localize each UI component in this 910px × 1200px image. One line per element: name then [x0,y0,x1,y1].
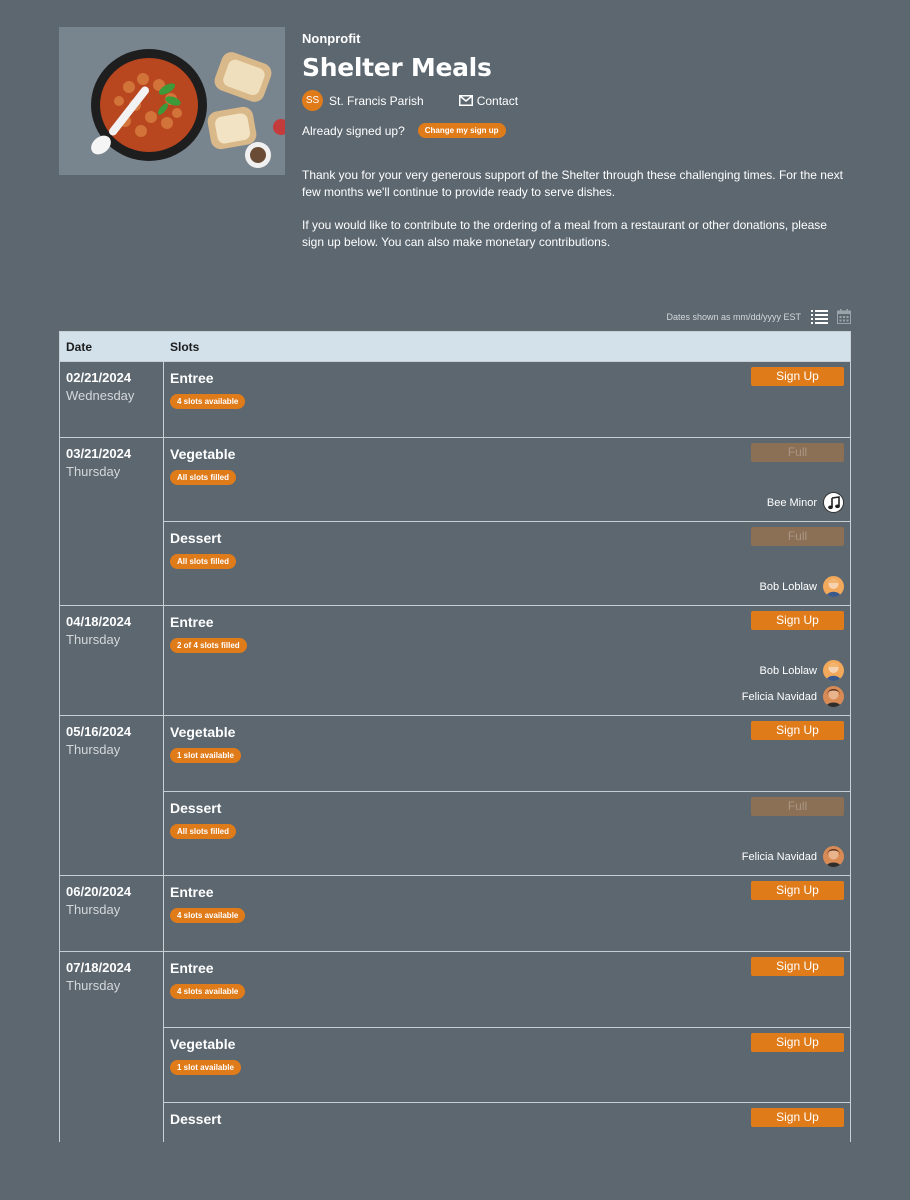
event-description [302,167,847,250]
column-header-date: Date [66,339,93,354]
description-paragraph: If you would like to contribute to the ordering of a meal from a restaurant or other donations, please sign up below. You can also make monetary contributions. [302,218,827,249]
slot-status-badge: All slots filled [170,470,236,485]
signup-table [59,331,851,1142]
organizer-avatar: SS [302,90,323,111]
column-header-slots: Slots [170,339,200,354]
full-button: Full [751,443,844,462]
slot-name: Dessert [170,1111,222,1127]
slot-item [164,1102,850,1142]
slot-name: Dessert [170,800,222,816]
felicia-avatar [823,846,844,867]
organizer-row [302,90,847,111]
food-photo-image [59,27,285,175]
full-button: Full [751,797,844,816]
slot-status-badge: 4 slots available [170,908,245,923]
slot-item [164,716,850,791]
person-name: Bob Loblaw [759,664,817,677]
sign-up-button[interactable]: Sign Up [751,881,844,900]
date-cell [60,438,164,605]
description-paragraph: Thank you for your very generous support of the Shelter through these challenging times. For the next few months we'll continue to provide ready to serve dishes. [302,168,843,199]
sign-up-button[interactable]: Sign Up [751,957,844,976]
slot-name: Entree [170,614,214,630]
person-name: Bee Minor [766,496,817,509]
bob-avatar [823,660,844,681]
date-cell [60,716,164,875]
date-text: 03/21/2024 [66,446,132,461]
envelope-icon [459,95,473,106]
slot-item [164,1027,850,1102]
signed-up-person [170,660,844,681]
event-info [302,31,847,250]
weekday-text: Thursday [66,978,121,993]
weekday-text: Thursday [66,742,121,757]
signed-up-person [170,492,844,513]
felicia-avatar [823,686,844,707]
signed-up-person [170,686,844,707]
slot-item [164,876,850,951]
slot-item [164,606,850,715]
weekday-text: Wednesday [66,388,135,403]
sign-up-button[interactable]: Sign Up [751,1033,844,1052]
slots-cell [164,606,850,715]
weekday-text: Thursday [66,464,121,479]
weekday-text: Thursday [66,902,121,917]
date-cell [60,606,164,715]
change-signup-button[interactable]: Change my sign up [418,123,506,138]
signed-up-list [170,576,844,597]
page-title: Shelter Meals [302,53,492,82]
signed-up-person [170,576,844,597]
list-view-icon[interactable] [811,309,828,324]
slot-status-badge: 1 slot available [170,748,241,763]
slots-cell [164,362,850,437]
event-image [59,27,285,175]
signed-up-row [302,123,847,138]
signed-up-person [170,846,844,867]
date-text: 02/21/2024 [66,370,132,385]
contact-label: Contact [476,93,519,108]
full-button: Full [751,527,844,546]
date-text: 07/18/2024 [66,960,132,975]
slot-name: Entree [170,370,214,386]
music-icon [823,492,844,513]
slot-name: Vegetable [170,724,236,740]
date-text: 06/20/2024 [66,884,132,899]
slot-status-badge: 4 slots available [170,984,245,999]
sign-up-button[interactable]: Sign Up [751,367,844,386]
table-header [60,332,850,361]
calendar-view-icon[interactable] [837,309,851,324]
slot-status-badge: All slots filled [170,824,236,839]
person-name: Felicia Navidad [741,690,817,703]
table-row [60,361,850,437]
table-row [60,951,850,1142]
slots-cell [164,438,850,605]
slot-item [164,791,850,875]
slot-name: Vegetable [170,446,236,462]
sign-up-button[interactable]: Sign Up [751,721,844,740]
slot-status-badge: All slots filled [170,554,236,569]
table-row [60,437,850,605]
bob-avatar [823,576,844,597]
date-cell [60,952,164,1142]
slots-cell [164,952,850,1142]
date-text: 05/16/2024 [66,724,132,739]
slot-item [164,438,850,521]
slot-name: Dessert [170,530,222,546]
slot-item [164,952,850,1027]
person-name: Bob Loblaw [759,580,817,593]
signed-up-list [170,660,844,707]
table-row [60,715,850,875]
date-cell [60,876,164,951]
slots-cell [164,876,850,951]
slot-name: Entree [170,960,214,976]
signed-up-list [170,492,844,513]
slot-item [164,521,850,605]
timezone-bar [666,309,851,324]
table-row [60,605,850,715]
slots-cell [164,716,850,875]
signed-up-text: Already signed up? [302,123,405,138]
date-text: 04/18/2024 [66,614,132,629]
signed-up-list [170,846,844,867]
organizer-name[interactable]: St. Francis Parish [329,93,424,108]
table-row [60,875,850,951]
slot-status-badge: 2 of 4 slots filled [170,638,247,653]
person-name: Felicia Navidad [741,850,817,863]
slot-name: Entree [170,884,214,900]
timezone-note: Dates shown as mm/dd/yyyy EST [666,311,801,322]
table-body [60,361,850,1142]
weekday-text: Thursday [66,632,121,647]
slot-status-badge: 1 slot available [170,1060,241,1075]
sign-up-button[interactable]: Sign Up [751,611,844,630]
sign-up-button[interactable]: Sign Up [751,1108,844,1127]
slot-item [164,362,850,437]
contact-link[interactable] [459,94,518,108]
slot-status-badge: 4 slots available [170,394,245,409]
slot-name: Vegetable [170,1036,236,1052]
event-category: Nonprofit [302,31,361,46]
date-cell [60,362,164,437]
